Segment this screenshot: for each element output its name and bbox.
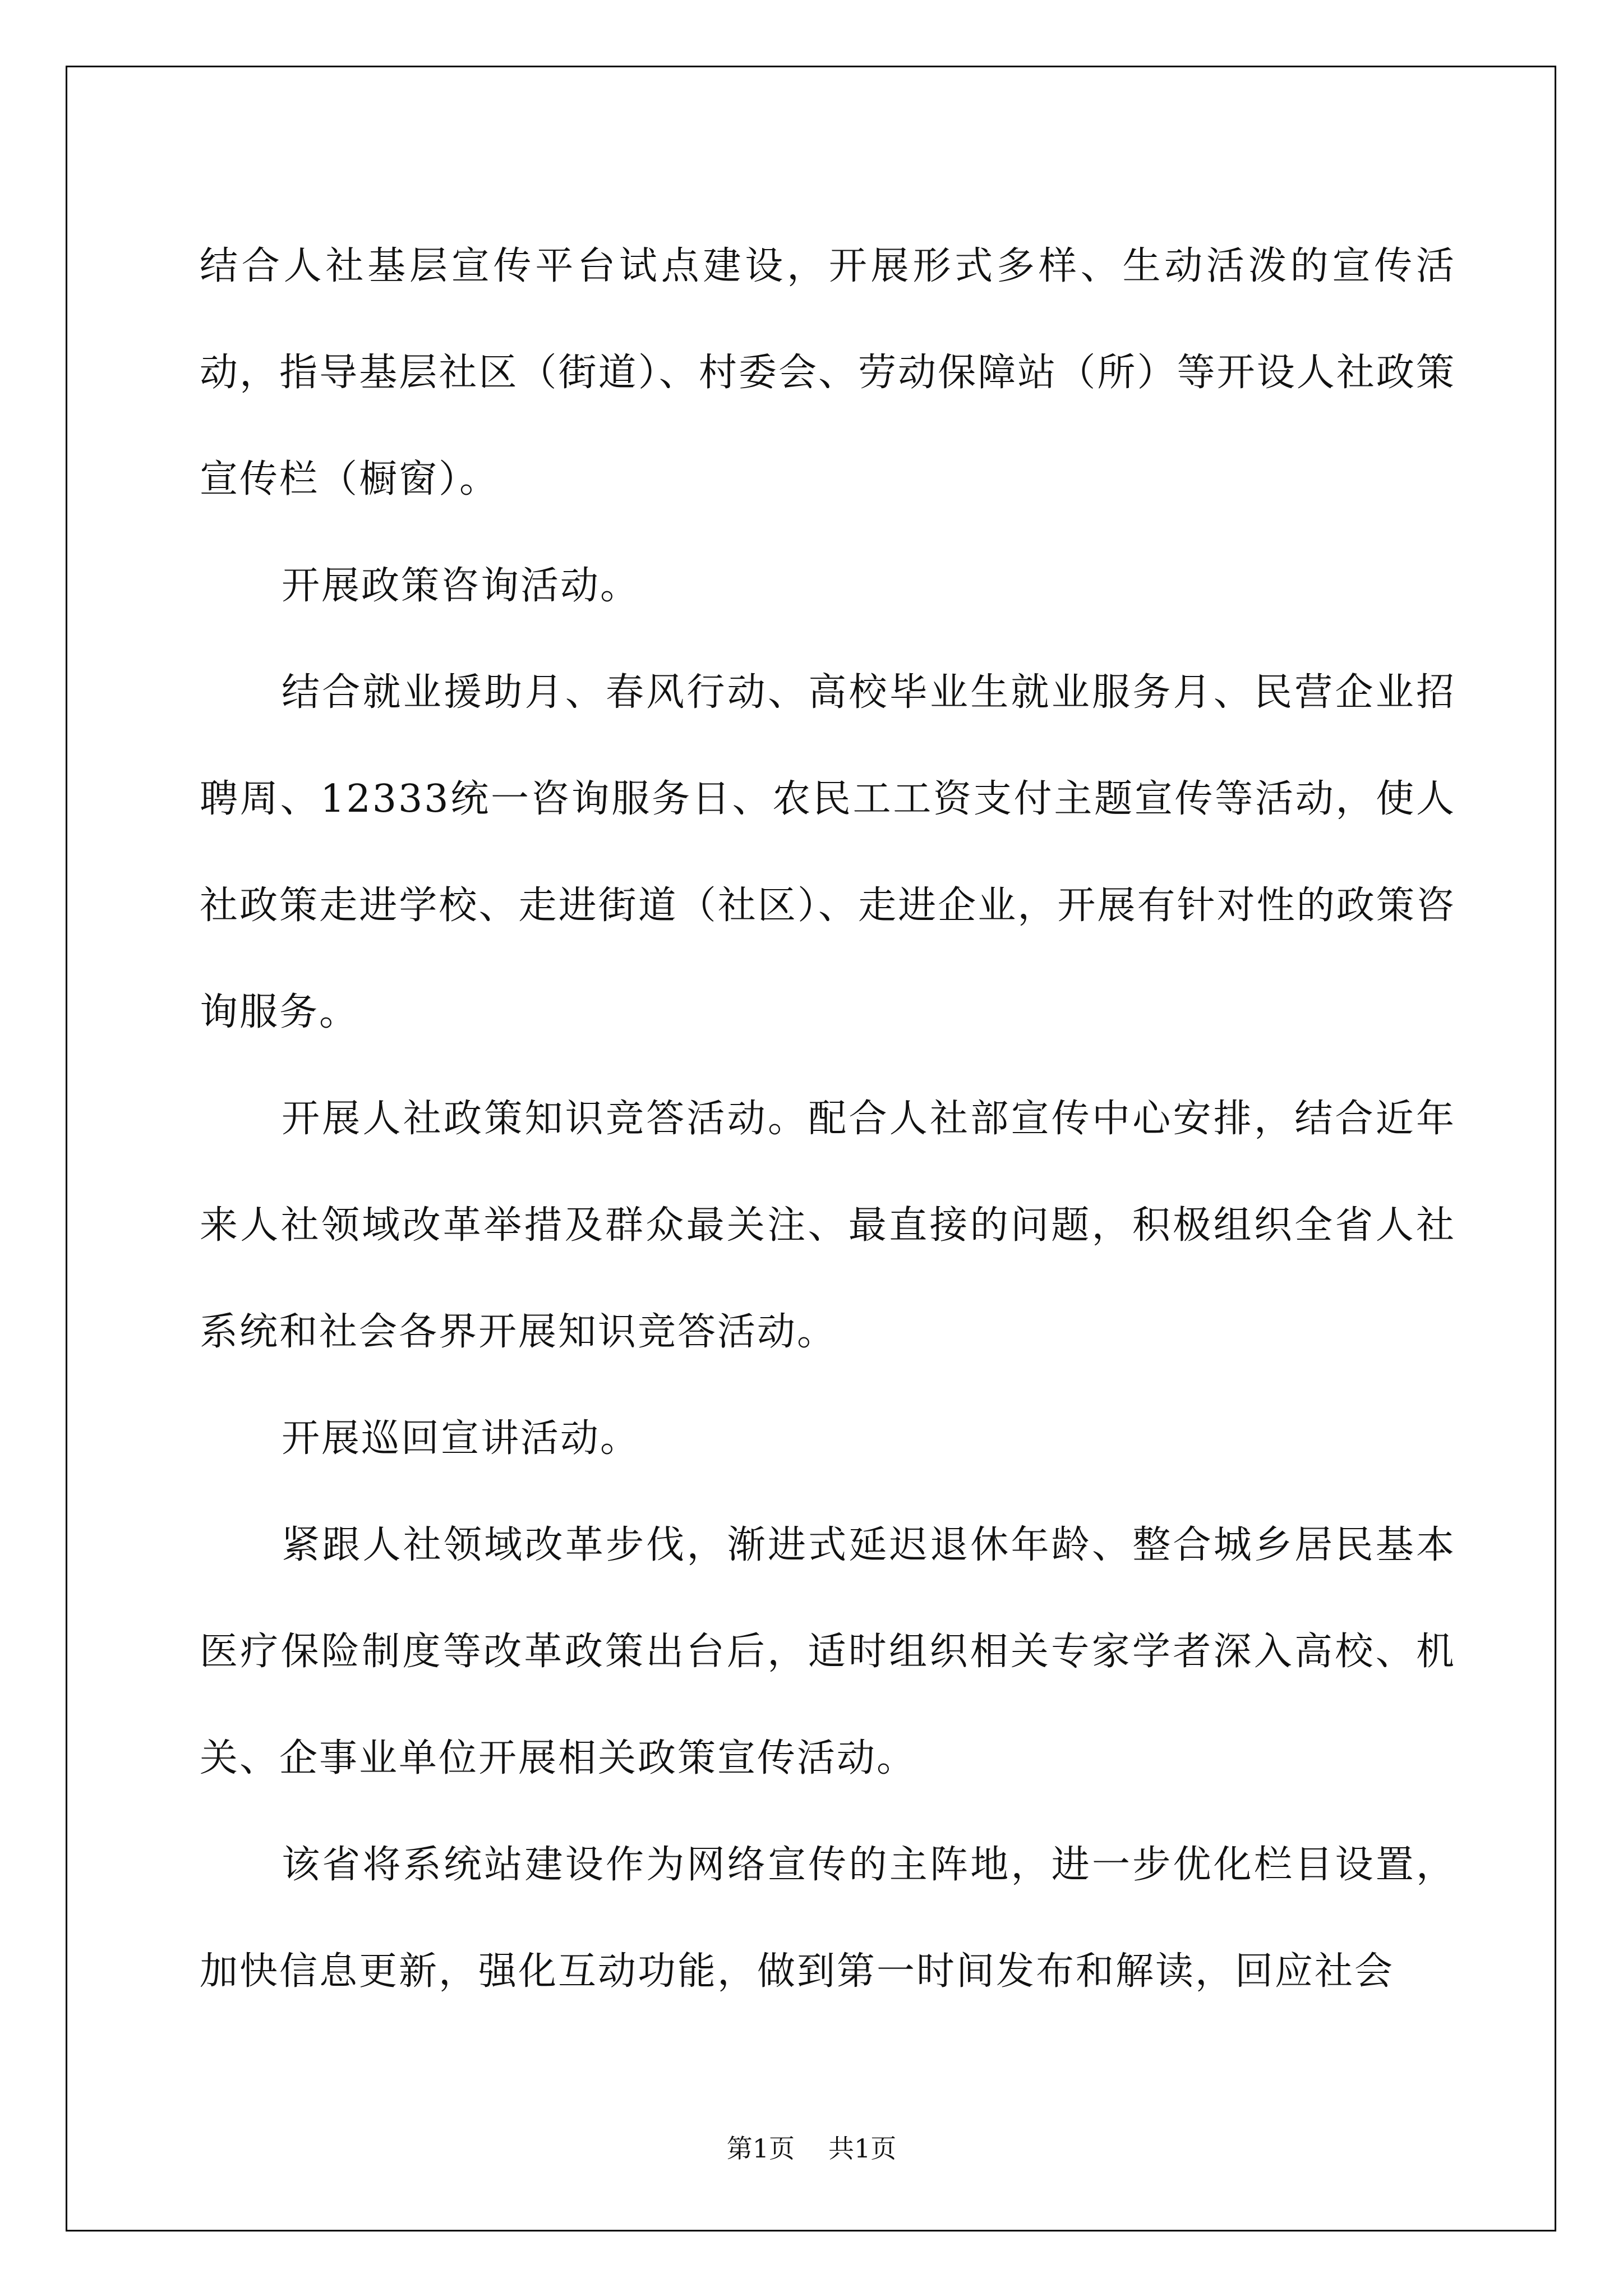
paragraph-4: 开展人社政策知识竞答活动。配合人社部宣传中心安排，结合近年来人社领域改革举措及群众最关注、最直接的问题，积极组织全省人社系统和社会各界开展知识竞答活动。	[200, 1097, 1456, 1354]
paragraph-5: 开展巡回宣讲活动。	[282, 1416, 640, 1461]
page-number: 第1页	[726, 2133, 795, 2164]
paragraph-3: 结合就业援助月、春风行动、高校毕业生就业服务月、民营企业招聘周、12333统一咨询服务日、农民工工资支付主题宣传等活动，使人社政策走进学校、走进街道（社区）、走进企业，开展有针对性的政策咨询服务。	[200, 670, 1456, 1034]
page-footer	[0, 2132, 1623, 2165]
document-body	[200, 213, 1456, 2025]
paragraph-7: 该省将系统站建设作为网络宣传的主阵地，进一步优化栏目设置，加快信息更新，强化互动功能，做到第一时间发布和解读，回应社会	[200, 1843, 1456, 1994]
page-total: 共1页	[828, 2133, 897, 2164]
paragraph-6: 紧跟人社领域改革步伐，渐进式延迟退休年龄、整合城乡居民基本医疗保险制度等改革政策出台后，适时组织相关专家学者深入高校、机关、企事业单位开展相关政策宣传活动。	[200, 1523, 1456, 1780]
paragraph-1: 结合人社基层宣传平台试点建设，开展形式多样、生动活泼的宣传活动，指导基层社区（街道）、村委会、劳动保障站（所）等开设人社政策宣传栏（橱窗）。	[200, 244, 1456, 501]
paragraph-2: 开展政策咨询活动。	[282, 564, 640, 608]
